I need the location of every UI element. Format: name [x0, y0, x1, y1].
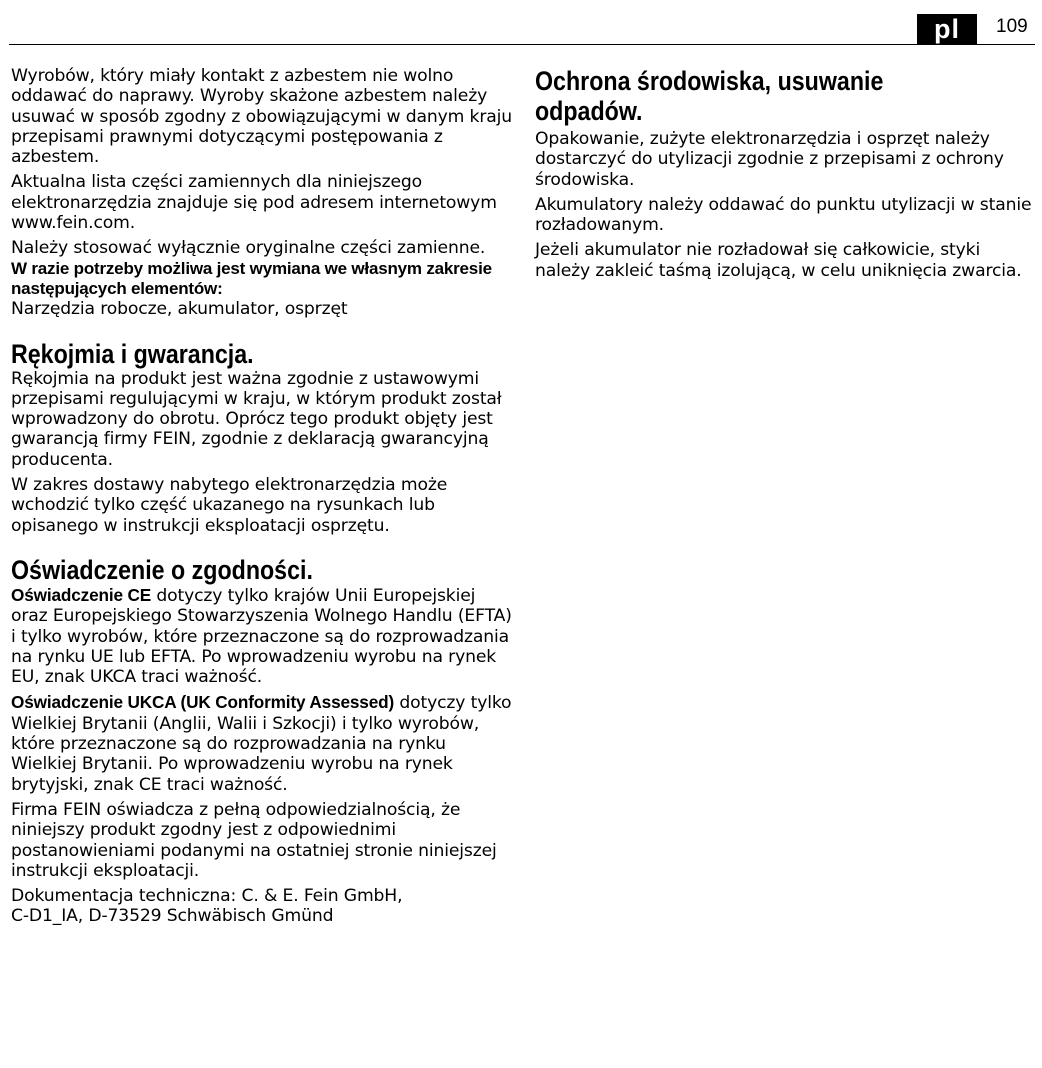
battery-disposal-paragraph: Akumulatory należy oddawać do punktu utylizacji w stanie rozładowanym.: [535, 194, 1032, 236]
right-column: [535, 66, 1035, 286]
left-column: [11, 66, 516, 932]
ukca-declaration-paragraph: [11, 692, 516, 794]
header-rule: [9, 44, 1035, 45]
replaceable-parts-list: Narzędzia robocze, akumulator, osprzęt: [11, 299, 348, 320]
conformity-heading: Oświadczenie o zgodności.: [11, 554, 313, 585]
spare-parts-paragraph: Aktualna lista części zamiennych dla niniejszego elektronarzędzia znajduje się pod adresem internetowym www.fein.com.: [11, 172, 497, 234]
battery-taping-paragraph: Jeżeli akumulator nie rozładował się całkowicie, styki należy zakleić taśmą izolującą, w celu uniknięcia zwarcia.: [535, 240, 1022, 281]
technical-documentation-line1: Dokumentacja techniczna: C. & E. Fein GmbH,: [11, 886, 403, 907]
spacer: [11, 325, 516, 339]
ce-declaration-paragraph: [11, 585, 516, 687]
environment-heading-line2: odpadów.: [535, 96, 643, 126]
technical-documentation-line2: C-D1_IA, D-73529 Schwäbisch Gmünd: [11, 906, 334, 927]
ce-declaration-text: dotyczy tylko krajów Unii Europejskiej oraz Europejskiego Stowarzyszenia Wolnego Handlu (EFTA) i tylko wyrobów, które przeznaczone są do rozprowadzania na rynku UE lub EFTA. Po wprowadzeniu wyrobu na rynek EU, znak UKCA traci ważność.: [11, 585, 512, 688]
disposal-paragraph: Opakowanie, zużyte elektronarzędzia i osprzęt należy dostarczyć do utylizacji zgodnie z przepisami z ochrony środowiska.: [535, 129, 1004, 190]
fein-declaration-paragraph: Firma FEIN oświadcza z pełną odpowiedzialnością, że niniejszy produkt zgodny jest z odpowiednimi postanowieniami podanymi na ostatniej stronie niniejszej instrukcji eksploatacji.: [11, 799, 497, 881]
language-badge: pl: [917, 14, 977, 45]
environment-heading-line1: Ochrona środowiska, usuwanie: [535, 66, 884, 96]
page-number: 109: [996, 16, 1028, 37]
replaceable-parts-heading: W razie potrzeby możliwa jest wymiana we własnym zakresie następujących elementów:: [11, 258, 492, 298]
spacer: [11, 541, 516, 555]
original-parts-paragraph: Należy stosować wyłącznie oryginalne części zamienne.: [11, 238, 486, 259]
technical-documentation: [11, 886, 516, 927]
delivery-scope-paragraph: W zakres dostawy nabytego elektronarzędzia może wchodzić tylko część ukazanego na rysunkach lub opisanego w instrukcji eksploatacji osprzętu.: [11, 475, 448, 536]
ukca-declaration-label: Oświadczenie UKCA (UK Conformity Assessed): [11, 692, 395, 713]
warranty-heading: Rękojmia i gwarancja.: [11, 338, 254, 369]
ukca-declaration-text: dotyczy tylko Wielkiej Brytanii (Anglii, Walii i Szkocji) i tylko wyrobów, które przeznaczone są do rozprowadzania na rynku Wielkiej Brytanii. Po wprowadzeniu wyrobu na rynek brytyjski, znak CE traci ważność.: [11, 693, 512, 795]
environment-heading: [535, 66, 965, 126]
warranty-paragraph: Rękojmia na produkt jest ważna zgodnie z ustawowymi przepisami regulującymi w kraju, w którym produkt został wprowadzony do obrotu. Oprócz tego produkt objęty jest gwarancją firmy FEIN, zgodnie z deklaracją gwarancyjną producenta.: [11, 368, 502, 470]
ce-declaration-label: Oświadczenie CE: [11, 584, 152, 605]
asbestos-paragraph: Wyrobów, który miały kontakt z azbestem nie wolno oddawać do naprawy. Wyroby skażone azbestem należy usuwać w sposób zgodny z obowiązującymi w danym kraju przepisami prawnymi dotyczącymi postępowania z azbestem.: [11, 66, 512, 168]
